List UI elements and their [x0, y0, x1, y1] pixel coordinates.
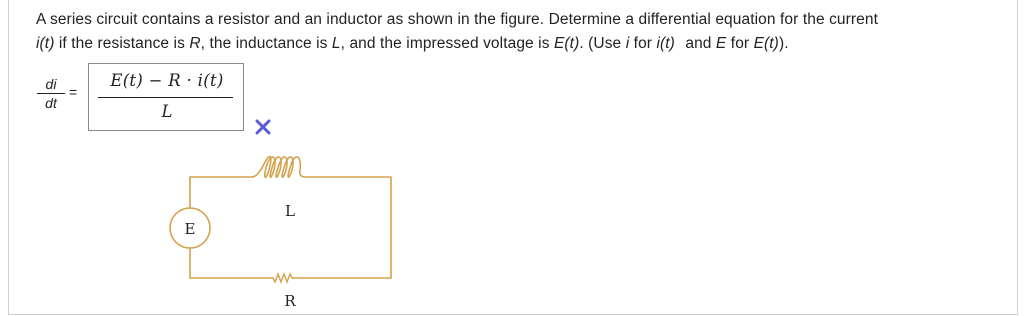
text-segment: , the inductance is — [200, 35, 332, 52]
inductance-var: L — [331, 35, 341, 52]
circuit-diagram — [160, 150, 410, 316]
resistor-label: R — [284, 292, 296, 310]
wire-bottom-left — [190, 247, 270, 278]
derivative-denominator: dt — [45, 95, 57, 111]
text-segment: for — [629, 35, 657, 52]
question-line-2 — [36, 32, 1016, 56]
resistance-var: R — [189, 35, 201, 52]
current-var: i(t) — [36, 35, 55, 52]
derivative-numerator: di — [37, 76, 65, 94]
text-segment: if the resistance is — [54, 35, 190, 52]
derivative-fraction — [37, 76, 65, 111]
text-segment: and — [680, 35, 716, 52]
source-label: E — [184, 220, 196, 238]
answer-denominator: L — [161, 102, 173, 121]
text-segment: ). — [778, 35, 789, 52]
inductor-label: L — [285, 202, 295, 220]
text-segment: for — [726, 35, 754, 52]
e-var: E — [715, 35, 727, 52]
voltage-var: E(t) — [553, 35, 580, 52]
question-text — [36, 8, 1016, 56]
wire-top-left — [190, 177, 252, 208]
wire-right — [296, 177, 391, 278]
answer-input-box[interactable] — [88, 63, 244, 131]
equals-sign: = — [69, 84, 78, 100]
answer-numerator: E(t) − R · i(t) — [110, 71, 224, 90]
question-line-1: A series circuit contains a resistor and an inductor as shown in the figure. Determine a differential equation for the current — [36, 11, 879, 28]
i-var: i — [625, 35, 630, 52]
text-segment: , and the impressed voltage is — [340, 35, 554, 52]
resistor-zigzag — [270, 274, 296, 282]
answer-fraction-bar — [98, 97, 233, 98]
voltage-var: E(t) — [753, 35, 779, 52]
x-mark-icon — [253, 117, 273, 137]
current-var: i(t) — [656, 35, 675, 52]
inductor-coil — [252, 157, 308, 178]
text-segment: . (Use — [579, 35, 626, 52]
